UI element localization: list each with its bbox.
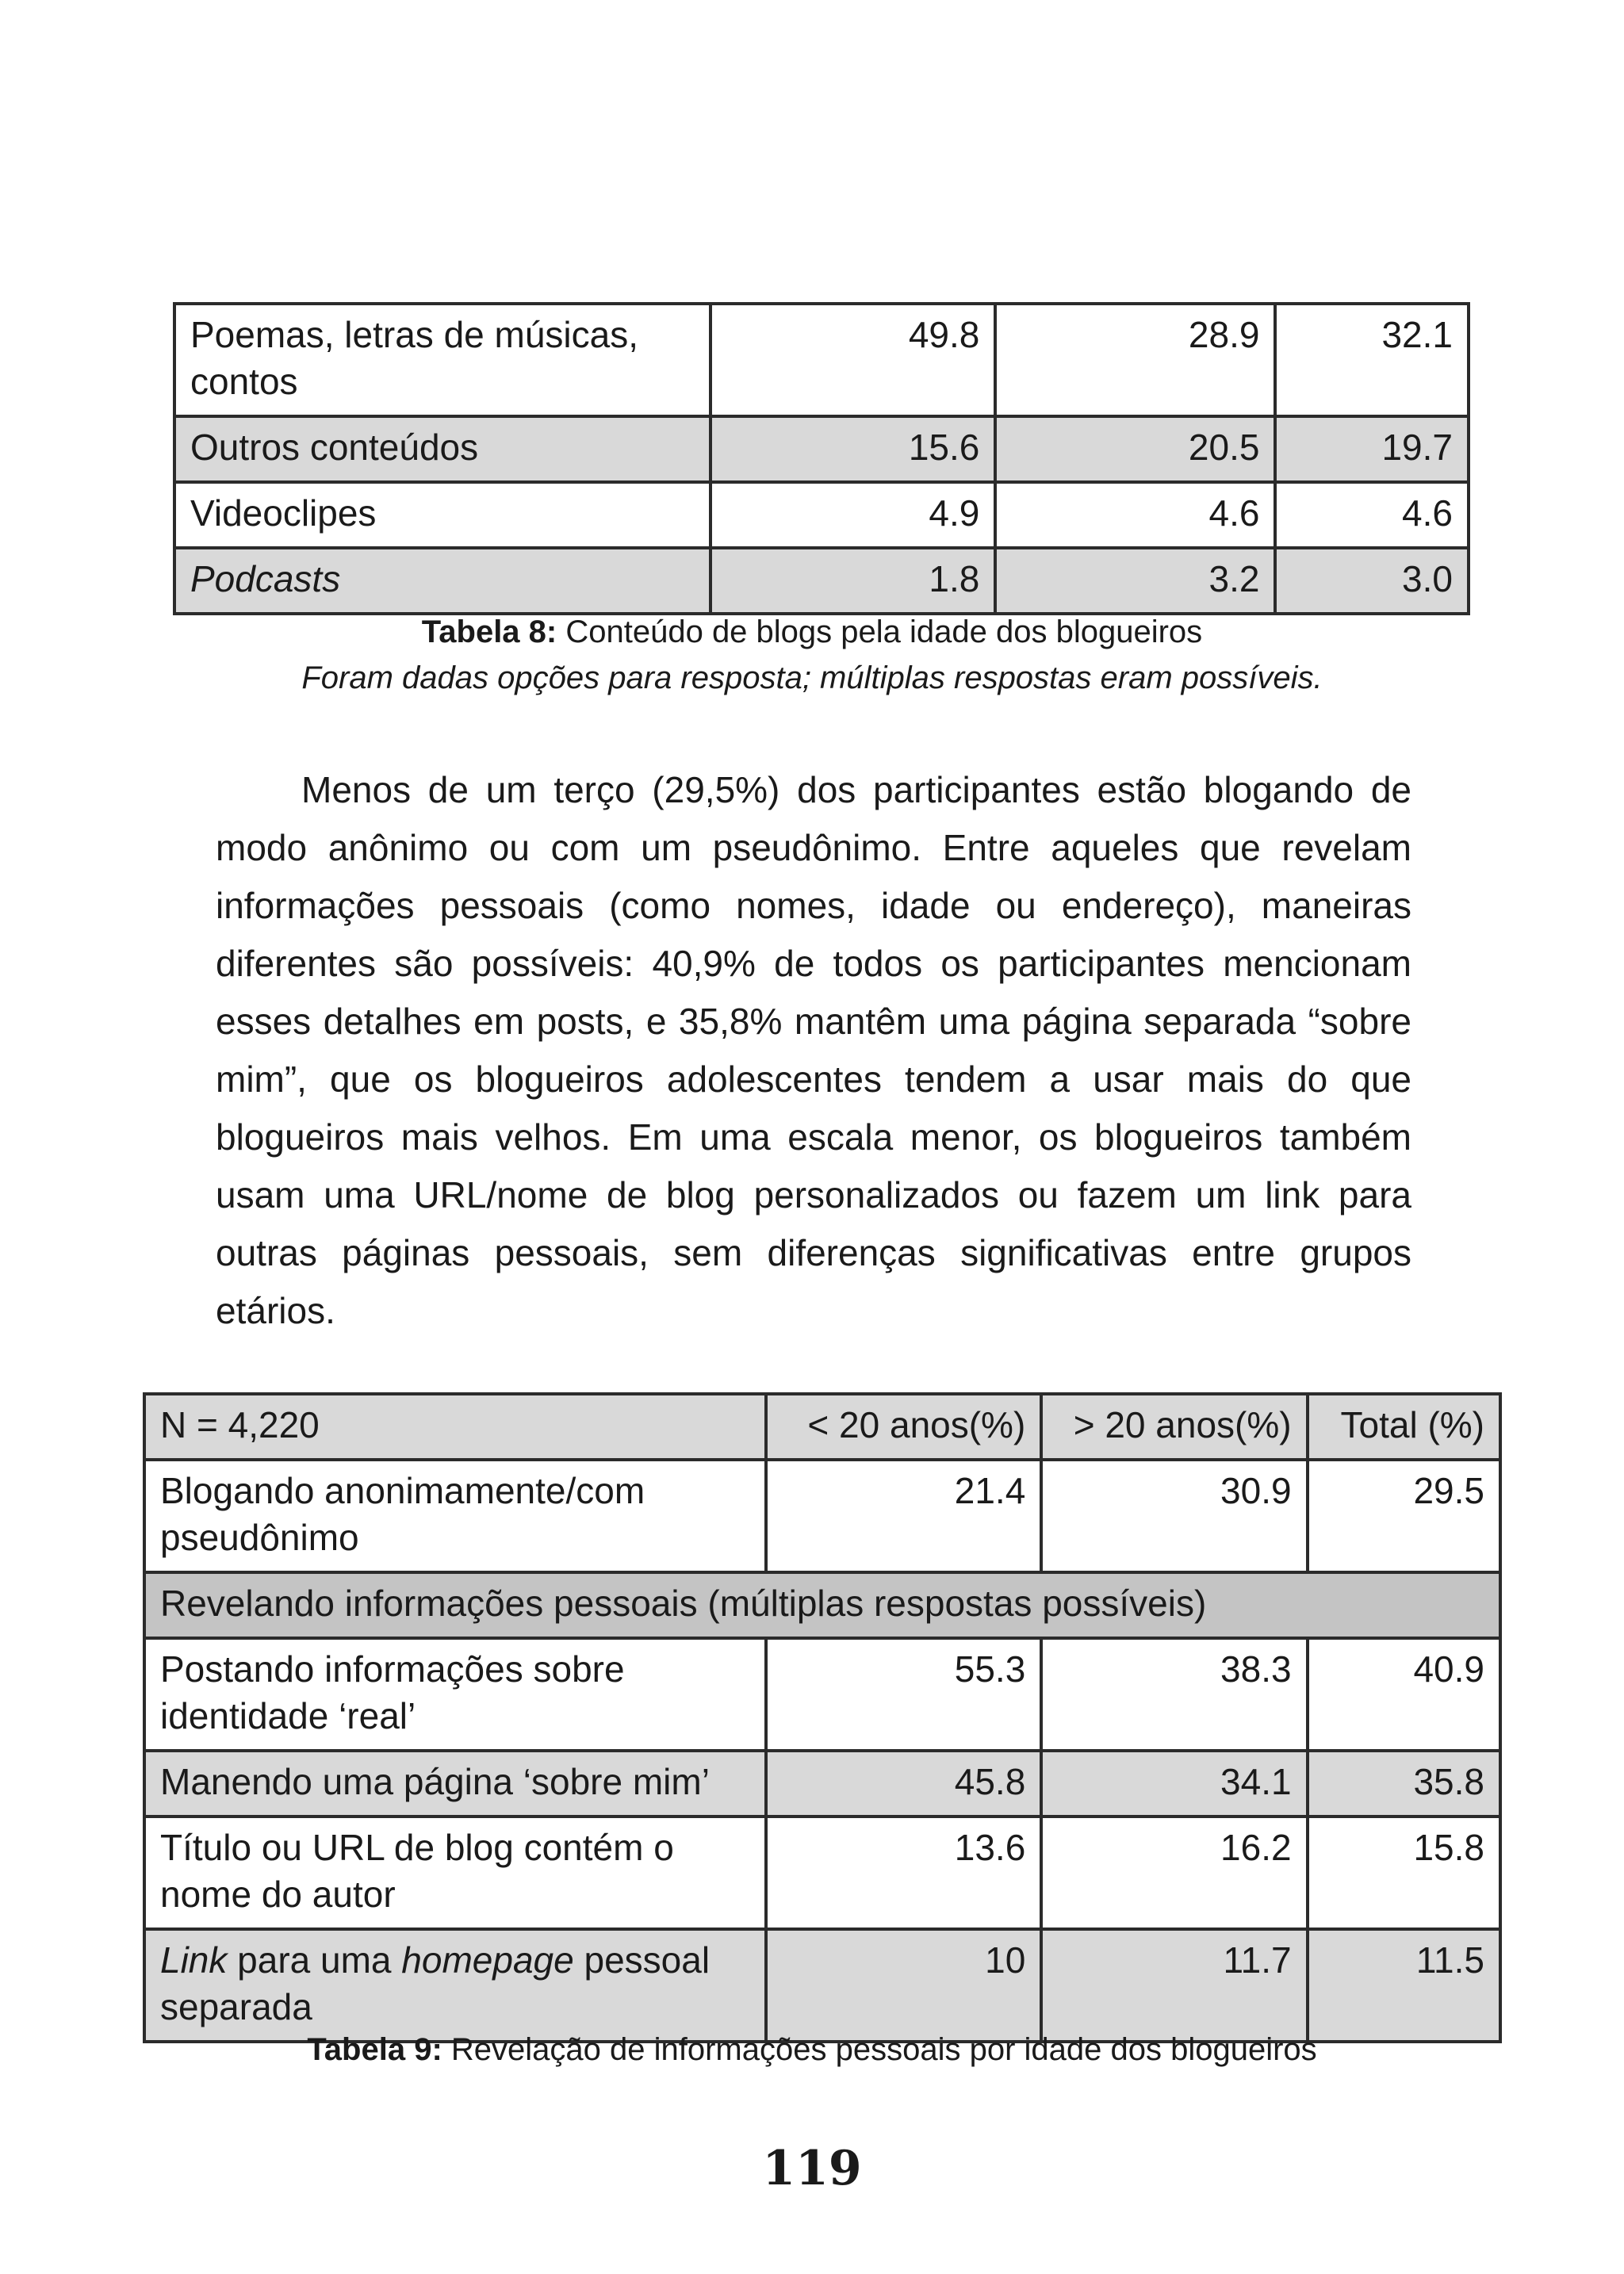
table-row	[144, 1817, 1500, 1929]
table-8-note	[0, 655, 1624, 701]
value-cell: 49.8	[710, 304, 995, 416]
table-9-caption	[0, 2027, 1624, 2073]
caption-label: Tabela 8:	[421, 614, 557, 649]
value-cell: 29.5	[1308, 1460, 1500, 1572]
row-label: Título ou URL de blog contém o nome do autor	[144, 1817, 766, 1929]
row-label: Poemas, letras de músicas, contos	[174, 304, 710, 416]
value-cell: 38.3	[1041, 1638, 1307, 1751]
value-cell: 34.1	[1041, 1751, 1307, 1817]
header-total: Total (%)	[1308, 1394, 1500, 1460]
value-cell: 11.7	[1041, 1929, 1307, 2042]
table-8	[173, 302, 1470, 615]
value-cell: 55.3	[766, 1638, 1041, 1751]
row-label: Podcasts	[174, 548, 710, 614]
value-cell: 10	[766, 1929, 1041, 2042]
label-part: pessoal separada	[160, 1939, 710, 2027]
label-part: para uma	[227, 1939, 402, 1981]
section-row	[144, 1572, 1500, 1638]
row-label: Postando informações sobre identidade ‘real’	[144, 1638, 766, 1751]
body-paragraph: Menos de um terço (29,5%) dos participantes estão blogando de modo anônimo ou com um pseudônimo. Entre aqueles que revelam informações pessoais (como nomes, idade ou endereço), maneiras diferentes são possíveis: 40,9% de todos os participantes mencionam esses detalhes em posts, e 35,8% mantêm uma página separada “sobre mim”, que os blogueiros adolescentes tendem a usar mais do que blogueiros mais velhos. Em uma escala menor, os blogueiros também usam uma URL/nome de blog personalizados ou fazem um link para outras páginas pessoais, sem diferenças significativas entre grupos etários.	[216, 769, 1411, 1331]
label-em-homepage: homepage	[401, 1939, 574, 1981]
caption-note: Foram dadas opções para resposta; múltiplas respostas eram possíveis.	[301, 660, 1323, 695]
table-header-row	[144, 1394, 1500, 1460]
value-cell: 16.2	[1041, 1817, 1307, 1929]
value-cell: 19.7	[1275, 416, 1469, 482]
value-cell: 45.8	[766, 1751, 1041, 1817]
value-cell: 21.4	[766, 1460, 1041, 1572]
table-row	[174, 482, 1469, 548]
caption-text: Conteúdo de blogs pela idade dos blogueiros	[557, 614, 1203, 649]
header-over-20: > 20 anos(%)	[1041, 1394, 1307, 1460]
value-cell: 4.6	[995, 482, 1275, 548]
value-cell: 32.1	[1275, 304, 1469, 416]
value-cell: 3.2	[995, 548, 1275, 614]
table-row	[144, 1460, 1500, 1572]
value-cell: 13.6	[766, 1817, 1041, 1929]
value-cell: 4.9	[710, 482, 995, 548]
table-row	[144, 1929, 1500, 2042]
value-cell: 30.9	[1041, 1460, 1307, 1572]
header-under-20: < 20 anos(%)	[766, 1394, 1041, 1460]
header-sample-size: N = 4,220	[144, 1394, 766, 1460]
table-row	[144, 1638, 1500, 1751]
value-cell: 40.9	[1308, 1638, 1500, 1751]
value-cell: 1.8	[710, 548, 995, 614]
caption-text: Revelação de informações pessoais por idade dos blogueiros	[442, 2032, 1317, 2067]
value-cell: 20.5	[995, 416, 1275, 482]
table-row	[174, 416, 1469, 482]
section-label: Revelando informações pessoais (múltiplas respostas possíveis)	[144, 1572, 1500, 1638]
value-cell: 11.5	[1308, 1929, 1500, 2042]
value-cell: 3.0	[1275, 548, 1469, 614]
row-label	[144, 1929, 766, 2042]
table-row	[174, 304, 1469, 416]
value-cell: 15.6	[710, 416, 995, 482]
table-row	[174, 548, 1469, 614]
table-9	[143, 1392, 1502, 2043]
value-cell: 4.6	[1275, 482, 1469, 548]
label-em-link: Link	[160, 1939, 228, 1981]
row-label: Blogando anonimamente/com pseudônimo	[144, 1460, 766, 1572]
value-cell: 28.9	[995, 304, 1275, 416]
caption-label: Tabela 9:	[307, 2032, 442, 2067]
row-label: Videoclipes	[174, 482, 710, 548]
table-row	[144, 1751, 1500, 1817]
row-label: Manendo uma página ‘sobre mim’	[144, 1751, 766, 1817]
value-cell: 35.8	[1308, 1751, 1500, 1817]
row-label: Outros conteúdos	[174, 416, 710, 482]
table-8-caption	[0, 609, 1624, 655]
value-cell: 15.8	[1308, 1817, 1500, 1929]
page-number: 119	[762, 2141, 862, 2196]
